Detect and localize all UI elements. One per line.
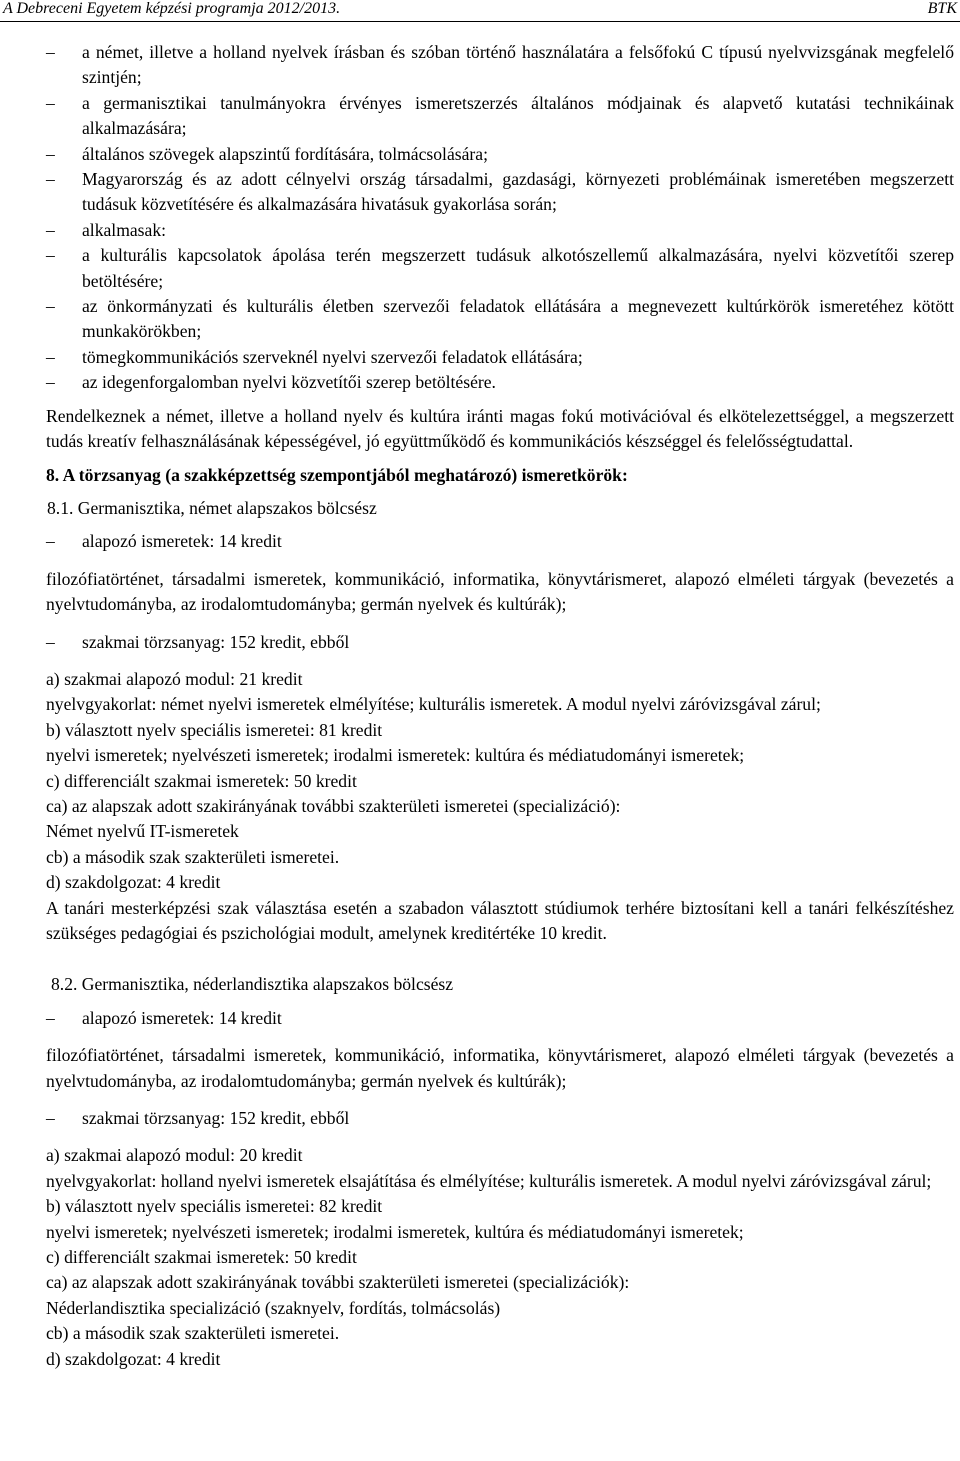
module-b-text: nyelvi ismeretek; nyelvészeti ismeretek; irodalmi ismeretek, kultúra és médiatudományi ismeretek; <box>46 1221 744 1242</box>
list-item: – az önkormányzati és kulturális életben szervezői feladatok ellátására a megnevezett kultúrkörök ismeretéhez kötött munkakörökben; <box>46 296 954 342</box>
module-d: d) szakdolgozat: 4 kredit <box>46 872 221 893</box>
dash-bullet: – <box>46 245 55 266</box>
document-body <box>46 40 954 1372</box>
list-item: – alkalmasak: <box>46 218 954 243</box>
module-a: a) szakmai alapozó modul: 20 kredit <box>46 1145 303 1166</box>
header-divider <box>0 21 960 22</box>
module-cb: cb) a második szak szakterületi ismeretei. <box>46 846 340 867</box>
dash-bullet: – <box>46 1108 55 1129</box>
module-ca-text: Német nyelvű IT-ismeretek <box>46 821 239 842</box>
module-c: c) differenciált szakmai ismeretek: 50 kredit <box>46 770 357 791</box>
dash-bullet: – <box>46 219 55 240</box>
module-a: a) szakmai alapozó modul: 21 kredit <box>46 668 303 689</box>
list-item: – szakmai törzsanyag: 152 kredit, ebből <box>46 630 954 655</box>
module-ca-text: Néderlandisztika specializáció (szaknyelv, fordítás, tolmácsolás) <box>46 1297 501 1318</box>
section-8-2-heading: 8.2. Germanisztika, néderlandisztika alapszakos bölcsész <box>51 974 454 995</box>
list-item: – általános szövegek alapszintű fordítására, tolmácsolására; <box>46 142 954 167</box>
module-b-text: nyelvi ismeretek; nyelvészeti ismeretek; irodalmi ismeretek: kultúra és médiatudományi ismeretek; <box>46 745 745 766</box>
dash-bullet: – <box>46 92 55 113</box>
list-item: – alapozó ismeretek: 14 kredit <box>46 1006 954 1031</box>
dash-bullet: – <box>46 531 55 552</box>
header-title: A Debreceni Egyetem képzési programja 2012/2013. <box>3 0 341 17</box>
motivation-paragraph: Rendelkeznek a német, illetve a holland nyelv és kultúra iránti magas fokú motivációval és elkötelezettséggel, a megszerzett tudás kreatív felhasználásának képességével, jó együttműködő és kommunikációs készséggel és felelősségtudattal. <box>46 405 954 452</box>
module-cb: cb) a második szak szakterületi ismeretei. <box>46 1323 340 1344</box>
page-header <box>0 0 960 20</box>
header-faculty: BTK <box>927 0 957 17</box>
module-a-text: nyelvgyakorlat: német nyelvi ismeretek elmélyítése; kulturális ismeretek. A modul nyelvi záróvizsgával zárul; <box>46 694 821 715</box>
dash-bullet: – <box>46 169 55 190</box>
list-item: – tömegkommunikációs szerveknél nyelvi szervezői feladatok ellátására; <box>46 345 954 370</box>
dash-bullet: – <box>46 143 55 164</box>
module-a-text: nyelvgyakorlat: holland nyelvi ismeretek elsajátítása és elmélyítése; kulturális ismeretek. A modul nyelvi záróvizsgával zárul; <box>46 1170 932 1191</box>
teacher-note: A tanári mesterképzési szak választása esetén a szabadon választott stúdiumok terhére biztosítani kell a tanári felkészítéshez szükséges pedagógiai és pszichológiai modult, amelynek kreditértéke 10 kredit. <box>46 897 954 943</box>
module-ca: ca) az alapszak adott szakirányának további szakterületi ismeretei (specializáció): <box>46 795 621 816</box>
list-item: – az idegenforgalomban nyelvi közvetítői szerep betöltésére. <box>46 370 954 395</box>
dash-bullet: – <box>46 296 55 317</box>
section-8-heading: 8. A törzsanyag (a szakképzettség szempontjából meghatározó) ismeretkörök: <box>46 464 628 485</box>
module-c: c) differenciált szakmai ismeretek: 50 kredit <box>46 1247 357 1268</box>
dash-bullet: – <box>46 1007 55 1028</box>
list-item: – alapozó ismeretek: 14 kredit <box>46 529 954 554</box>
list-item: – a német, illetve a holland nyelvek írásban és szóban történő használatára a felsőfokú C típusú nyelvvizsgának megfelelő szintjén; <box>46 42 954 88</box>
list-item: – a germanisztikai tanulmányokra érvényes ismeretszerzés általános módjainak és alapvető kutatási technikáinak alkalmazására; <box>46 92 954 139</box>
section-8-1-heading: 8.1. Germanisztika, német alapszakos bölcsész <box>47 497 377 518</box>
list-item: – Magyarország és az adott célnyelvi ország társadalmi, gazdasági, környezeti problémáinak ismeretében megszerzett tudásuk közvetítésére és alkalmazására hivatásuk gyakorlása során; <box>46 169 954 215</box>
module-b: b) választott nyelv speciális ismeretei: 82 kredit <box>46 1196 383 1217</box>
module-d: d) szakdolgozat: 4 kredit <box>46 1348 221 1369</box>
foundation-subjects: filozófiatörténet, társadalmi ismeretek, kommunikáció, informatika, könyvtárismeret, alapozó elméleti tárgyak (bevezetés a nyelvtudományba, az irodalomtudományba; germán nyelvek és kultúrák); <box>46 1045 954 1091</box>
module-ca: ca) az alapszak adott szakirányának további szakterületi ismeretei (specializációk): <box>46 1272 630 1293</box>
foundation-subjects: filozófiatörténet, társadalmi ismeretek, kommunikáció, informatika, könyvtárismeret, alapozó elméleti tárgyak (bevezetés a nyelvtudományba, az irodalomtudományba; germán nyelvek és kultúrák); <box>46 568 954 615</box>
module-b: b) választott nyelv speciális ismeretei: 81 kredit <box>46 719 383 740</box>
dash-bullet: – <box>46 42 55 62</box>
dash-bullet: – <box>46 372 55 393</box>
list-item: – a kulturális kapcsolatok ápolása terén megszerzett tudásuk alkotószellemű alkalmazására, nyelvi közvetítői szerep betöltésére; <box>46 245 954 291</box>
competence-list <box>46 40 954 396</box>
dash-bullet: – <box>46 346 55 367</box>
list-item: – szakmai törzsanyag: 152 kredit, ebből <box>46 1106 954 1131</box>
dash-bullet: – <box>46 631 55 652</box>
